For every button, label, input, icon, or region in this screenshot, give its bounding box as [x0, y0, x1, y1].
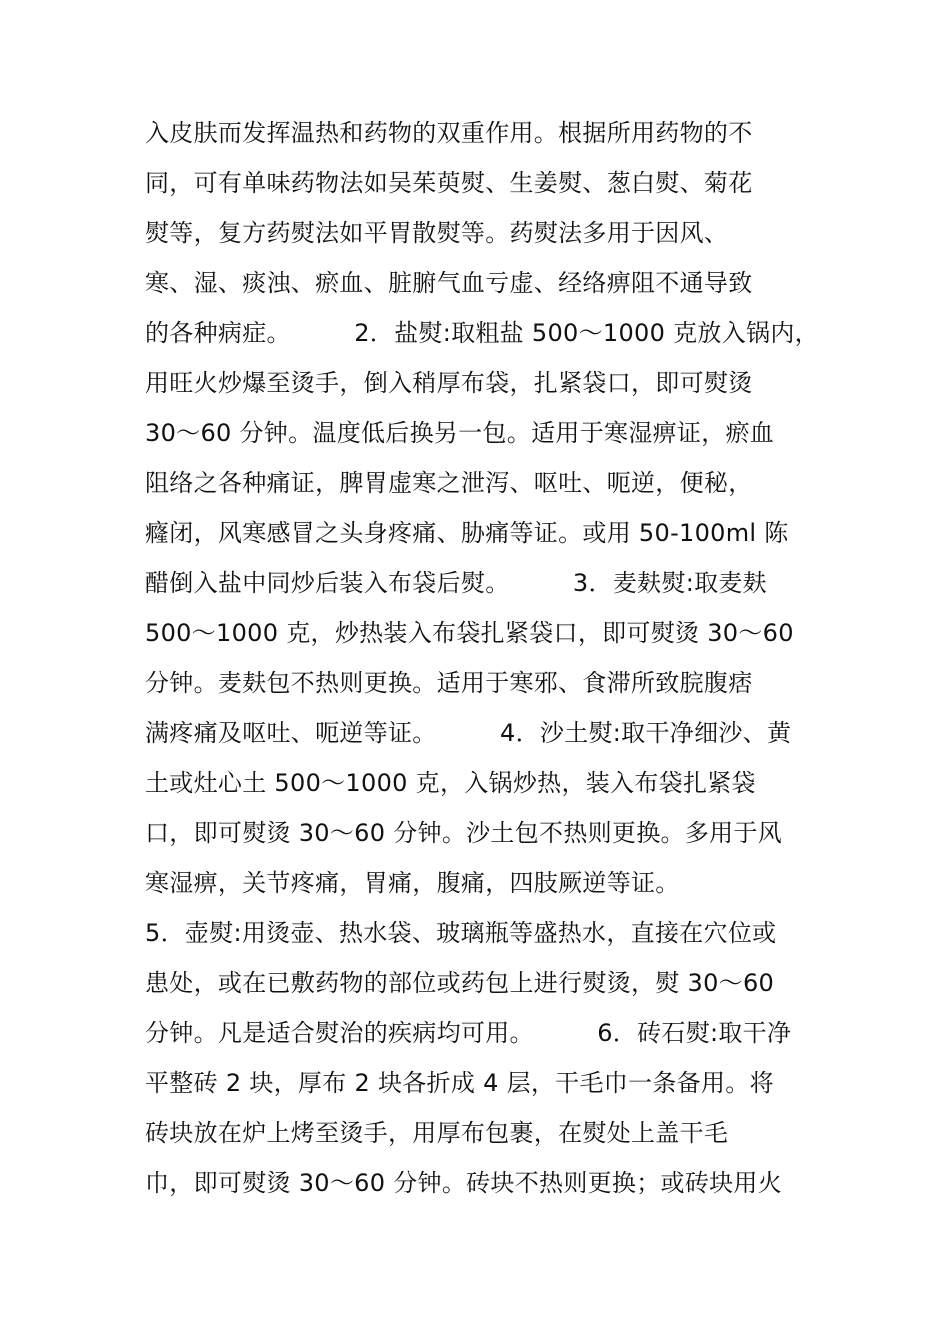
body-text — [145, 112, 825, 1212]
text-line: 阻络之各种痛证，脾胃虚寒之泄泻、呕吐、呃逆，便秘， — [145, 469, 753, 497]
text-line: 入皮肤而发挥温热和药物的双重作用。根据所用药物的不 — [145, 119, 753, 147]
text-line: 熨等，复方药熨法如平胃散熨等。药熨法多用于因风、 — [145, 219, 729, 247]
text-line: 寒、湿、痰浊、瘀血、脏腑气血亏虚、经络痹阻不通导致 — [145, 269, 753, 297]
text-line: 分钟。凡是适合熨治的疾病均可用。 6．砖石熨:取干净 — [145, 1019, 792, 1047]
text-line: 土或灶心土 500～1000 克，入锅炒热，装入布袋扎紧袋 — [145, 769, 756, 797]
text-line: 30～60 分钟。温度低后换另一包。适用于寒湿痹证，瘀血 — [145, 419, 775, 447]
text-line: 砖块放在炉上烤至烫手，用厚布包裹，在熨处上盖干毛 — [145, 1119, 729, 1147]
text-line: 癃闭，风寒感冒之头身疼痛、胁痛等证。或用 50-100ml 陈 — [145, 519, 789, 547]
text-line: 醋倒入盐中同炒后装入布袋后熨。 3．麦麸熨:取麦麸 — [145, 569, 767, 597]
text-line: 平整砖 2 块，厚布 2 块各折成 4 层，干毛巾一条备用。将 — [145, 1069, 774, 1097]
text-line: 分钟。麦麸包不热则更换。适用于寒邪、食滞所致脘腹痞 — [145, 669, 753, 697]
text-line: 5．壶熨:用烫壶、热水袋、玻璃瓶等盛热水，直接在穴位或 — [145, 919, 777, 947]
text-line: 500～1000 克，炒热装入布袋扎紧袋口，即可熨烫 30～60 — [145, 619, 794, 647]
text-line: 寒湿痹，关节疼痛，胃痛，腹痛，四肢厥逆等证。 — [145, 869, 680, 897]
text-line: 患处，或在已敷药物的部位或药包上进行熨烫，熨 30～60 — [145, 969, 775, 997]
text-line: 巾，即可熨烫 30～60 分钟。砖块不热则更换；或砖块用火 — [145, 1169, 783, 1197]
text-line: 用旺火炒爆至烫手，倒入稍厚布袋，扎紧袋口，即可熨烫 — [145, 369, 753, 397]
text-line: 同，可有单味药物法如吴茱萸熨、生姜熨、葱白熨、菊花 — [145, 169, 753, 197]
text-line: 的各种病症。 2．盐熨:取粗盐 500～1000 克放入锅内， — [145, 319, 819, 347]
text-line: 满疼痛及呕吐、呃逆等证。 4．沙土熨:取干净细沙、黄 — [145, 719, 792, 747]
text-line: 口，即可熨烫 30～60 分钟。沙土包不热则更换。多用于风 — [145, 819, 783, 847]
